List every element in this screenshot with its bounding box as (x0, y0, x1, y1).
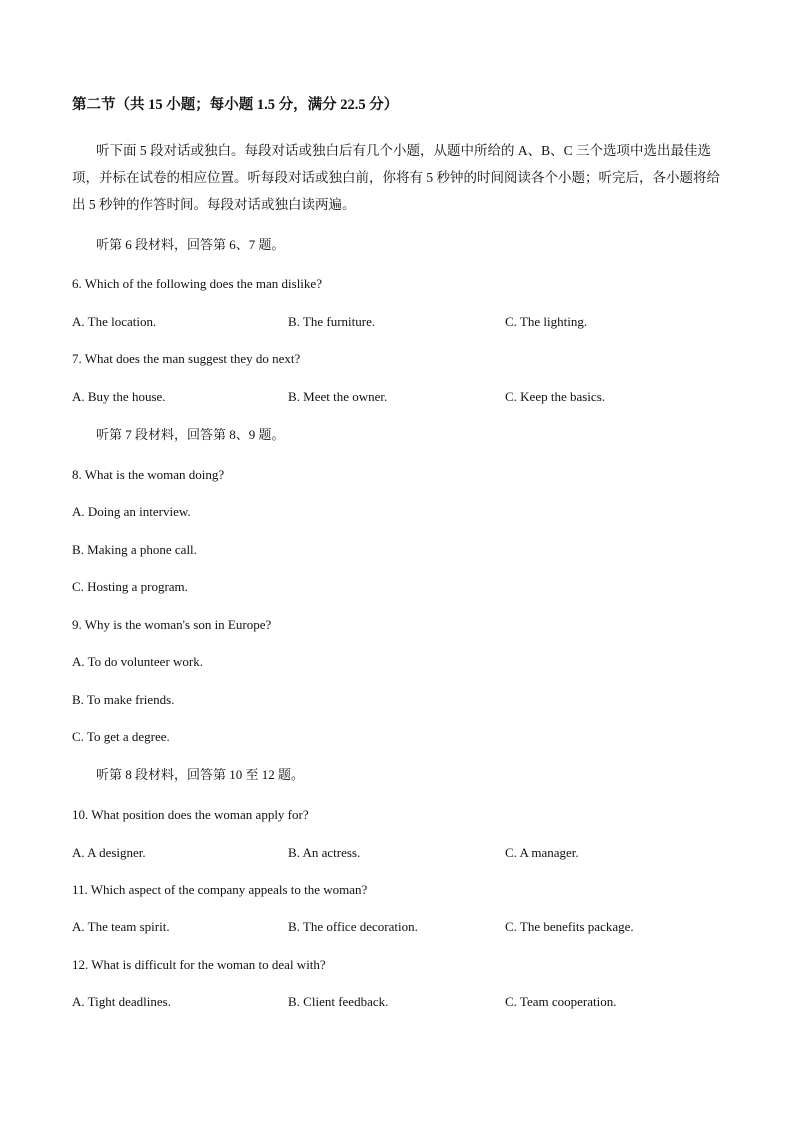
question-stem: 9. Why is the woman's son in Europe? (72, 617, 272, 632)
option-c[interactable]: C. The benefits package. (505, 919, 634, 934)
question-stem: 10. What position does the woman apply for? (72, 807, 309, 822)
option-a[interactable]: A. Tight deadlines. (72, 994, 171, 1009)
option-b[interactable]: B. An actress. (288, 845, 361, 860)
question-stem: 11. Which aspect of the company appeals to the woman? (72, 882, 368, 897)
question-stem: 8. What is the woman doing? (72, 467, 225, 482)
option-b[interactable]: B. The furniture. (288, 314, 376, 329)
option-c[interactable]: C. Hosting a program. (72, 579, 188, 594)
option-a[interactable]: A. The location. (72, 314, 157, 329)
option-c[interactable]: C. To get a degree. (72, 729, 170, 744)
option-c[interactable]: C. A manager. (505, 845, 579, 860)
option-b[interactable]: B. To make friends. (72, 692, 175, 707)
group-header: 听第 6 段材料，回答第 6、7 题。 (96, 237, 285, 252)
option-c[interactable]: C. Team cooperation. (505, 994, 617, 1009)
option-a[interactable]: A. To do volunteer work. (72, 654, 203, 669)
question-stem: 12. What is difficult for the woman to deal with? (72, 957, 326, 972)
group-header: 听第 7 段材料，回答第 8、9 题。 (96, 427, 285, 442)
option-a[interactable]: A. The team spirit. (72, 919, 170, 934)
option-b[interactable]: B. Client feedback. (288, 994, 389, 1009)
option-b[interactable]: B. Meet the owner. (288, 389, 388, 404)
option-b[interactable]: B. Making a phone call. (72, 542, 197, 557)
question-stem: 6. Which of the following does the man dislike? (72, 276, 322, 291)
section-instructions: 听下面 5 段对话或独白。每段对话或独白后有几个小题，从题中所给的 A、B、C 三个选项中选出最佳选项，并标在试卷的相应位置。听每段对话或独白前，你将有 5 秒钟的时间阅读各个小题；听完后，各小题将给出 5 秒钟的作答时间。每段对话或独白读两遍。 (72, 143, 720, 212)
option-a[interactable]: A. Doing an interview. (72, 504, 191, 519)
option-c[interactable]: C. The lighting. (505, 314, 588, 329)
question-stem: 7. What does the man suggest they do next? (72, 351, 301, 366)
option-a[interactable]: A. A designer. (72, 845, 146, 860)
option-a[interactable]: A. Buy the house. (72, 389, 166, 404)
section-title: 第二节（共 15 小题；每小题 1.5 分，满分 22.5 分） (72, 97, 399, 113)
group-header: 听第 8 段材料，回答第 10 至 12 题。 (96, 767, 305, 782)
option-b[interactable]: B. The office decoration. (288, 919, 418, 934)
option-c[interactable]: C. Keep the basics. (505, 389, 606, 404)
